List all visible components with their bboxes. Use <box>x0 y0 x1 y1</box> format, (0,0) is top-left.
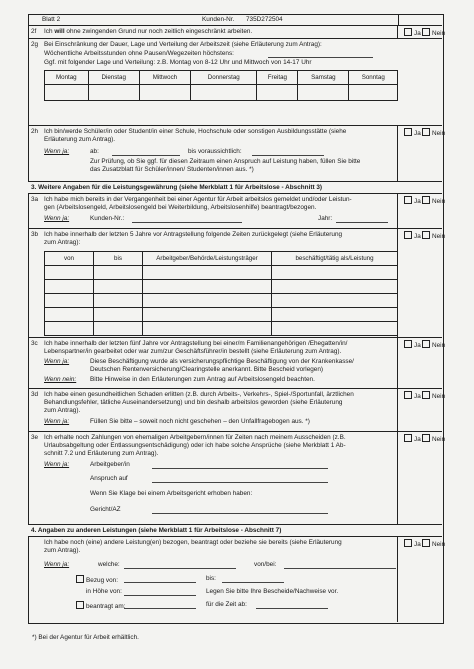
court-label: Wenn Sie Klage bei einem Arbeitsgericht erhoben haben: <box>90 490 253 497</box>
yes-checkbox[interactable]: Ja <box>404 434 421 444</box>
question-number: 2h <box>31 128 39 135</box>
day-cell[interactable] <box>349 85 398 101</box>
question-number: 3b <box>31 231 39 238</box>
note-text: Zur Prüfung, ob Sie ggf. für diesen Zeitraum einen Anspruch auf Leistung haben, füllen Sie bitte <box>90 158 361 165</box>
section-3-header <box>28 182 442 194</box>
note-text: Diese Beschäftigung wurde als versicherungspflichtige Beschäftigung von der Krankenkasse/ <box>90 358 354 365</box>
attach-note: Legen Sie bitte Ihre Bescheide/Nachweise vor. <box>206 588 339 595</box>
which-field[interactable] <box>124 568 236 569</box>
column-header: bis <box>94 252 143 266</box>
no-checkbox[interactable]: Nein <box>422 539 445 549</box>
yes-checkbox[interactable]: Ja <box>404 539 421 549</box>
question-3b <box>28 229 446 338</box>
note-text: Bitte Hinweise in den Erläuterungen zum Antrag auf Arbeitslosengeld beachten. <box>90 376 315 383</box>
yes-checkbox[interactable]: Ja <box>404 391 421 401</box>
year-field[interactable] <box>336 222 388 223</box>
amount-label: in Höhe von: <box>86 588 122 595</box>
question-text: Ich habe innerhalb der letzten fünf Jahre vor Antragstellung bei einer/m Familienangehörigen /Ehegatten/in/ <box>44 340 348 347</box>
for-period-field[interactable] <box>256 608 328 609</box>
day-cell[interactable] <box>45 85 89 101</box>
table-cell[interactable] <box>45 280 94 294</box>
until-field[interactable] <box>222 582 284 583</box>
table-cell[interactable] <box>272 322 398 336</box>
table-cell[interactable] <box>272 308 398 322</box>
question-2f <box>28 26 446 39</box>
if-yes-label: Wenn ja: <box>44 461 70 468</box>
day-cell[interactable] <box>257 85 298 101</box>
table-cell[interactable] <box>94 308 143 322</box>
question-number: 3a <box>31 196 39 203</box>
question-text: Erläuterung zum Antrag). <box>44 136 116 143</box>
from-date-field[interactable] <box>112 155 180 156</box>
footnote: *) Bei der Agentur für Arbeit erhältlich. <box>32 634 139 641</box>
day-cell[interactable] <box>191 85 257 101</box>
sheet-label: Blatt 2 <box>42 16 61 23</box>
section-4-body <box>28 537 446 622</box>
question-text: schnitt 7.2 und Erläuterung zum Antrag). <box>44 450 159 457</box>
question-text: Lebenspartner/in gearbeitet oder war zum/zur Geschäftsführer/in bestellt (siehe Erläuterung zum Antrag). <box>44 348 342 355</box>
applied-date-field[interactable] <box>124 608 196 609</box>
question-text: Behandlungsfehler, tätliche Auseinandersetzung) und bin deshalb arbeitslos geworden (siehe Erläuterung <box>44 399 343 406</box>
table-cell[interactable] <box>143 308 272 322</box>
if-yes-label: Wenn ja: <box>44 561 70 568</box>
weekday-table <box>44 70 398 101</box>
column-header: beschäftigt/tätig als/Leistung <box>272 252 398 266</box>
yes-checkbox[interactable]: Ja <box>404 340 421 350</box>
question-number: 3c <box>31 340 38 347</box>
yes-checkbox[interactable]: Ja <box>404 28 421 38</box>
day-header: Dienstag <box>88 71 139 85</box>
no-checkbox[interactable]: Nein <box>422 231 445 241</box>
day-header: Freitag <box>257 71 298 85</box>
table-cell[interactable] <box>45 266 94 280</box>
question-3e <box>28 432 446 525</box>
section-title: 3. Weitere Angaben für die Leistungsgewährung (siehe Merkblatt 1 für Arbeitslose - Abschnitt 3) <box>31 184 323 191</box>
question-text: Ich habe noch (eine) andere Leistung(en) bezogen, beantragt oder beziehe sie bereits (siehe Erläuterung <box>44 539 342 546</box>
claim-label: Anspruch auf <box>90 475 128 482</box>
day-header: Donnerstag <box>191 71 257 85</box>
form-header <box>28 14 442 26</box>
column-header: von <box>45 252 94 266</box>
table-cell[interactable] <box>272 294 398 308</box>
received-from-field[interactable] <box>124 582 196 583</box>
claim-field[interactable] <box>152 482 328 483</box>
if-yes-label: Wenn ja: <box>44 358 70 365</box>
table-cell[interactable] <box>272 280 398 294</box>
question-2g <box>28 39 442 126</box>
table-cell[interactable] <box>94 322 143 336</box>
table-cell[interactable] <box>272 266 398 280</box>
table-cell[interactable] <box>94 266 143 280</box>
from-by-label: von/bei: <box>254 561 277 568</box>
hours-field[interactable] <box>268 57 373 58</box>
question-number: 2g <box>31 41 39 48</box>
section-4-header <box>28 525 442 537</box>
question-text: zum Antrag). <box>44 547 81 554</box>
question-number: 2f <box>31 28 37 35</box>
if-no-label: Wenn nein: <box>44 376 77 383</box>
for-period-label: für die Zeit ab: <box>206 601 247 608</box>
form-page <box>28 14 444 654</box>
section-title: 4. Angaben zu anderen Leistungen (siehe Merkblatt 1 für Arbeitslose - Abschnitt 7) <box>31 527 282 534</box>
question-text: Ich will ohne zwingenden Grund nur noch zeitlich eingeschränkt arbeiten. <box>44 28 253 35</box>
day-cell[interactable] <box>88 85 139 101</box>
question-3c <box>28 338 446 389</box>
day-cell[interactable] <box>139 85 190 101</box>
employer-field[interactable] <box>152 468 328 469</box>
day-header: Mittwoch <box>139 71 190 85</box>
amount-field[interactable] <box>124 595 196 596</box>
no-checkbox[interactable]: Nein <box>422 340 445 350</box>
note-text: Deutschen Rentenversicherung/Clearingstelle anerkannt. Bitte Bescheid vorlegen) <box>90 366 324 373</box>
no-checkbox[interactable]: Nein <box>422 391 445 401</box>
no-checkbox[interactable]: Nein <box>422 196 445 206</box>
no-checkbox[interactable]: Nein <box>422 434 445 444</box>
from-by-field[interactable] <box>284 568 396 569</box>
table-cell[interactable] <box>94 294 143 308</box>
day-header: Samstag <box>298 71 349 85</box>
distribution-label: Ggf. mit folgender Lage und Verteilung: z.B. Montag von 8-12 Uhr und Mittwoch von 14-17 Uhr <box>44 59 312 66</box>
question-text: zum Antrag). <box>44 407 81 414</box>
question-text: Urlaubsabgeltung oder Entlassungsentschädigung) oder ich habe solche Ansprüche (siehe Merkblatt 1 Ab- <box>44 442 346 449</box>
question-text: Ich bin/werde Schüler/in oder Student/in einer Schule, Hochschule oder sonstigen Ausbildungsstätte (siehe <box>44 128 347 135</box>
question-3d <box>28 389 446 432</box>
no-checkbox[interactable]: Nein <box>422 128 445 138</box>
question-text: Ich erhalte noch Zahlungen von ehemaligen Arbeitgebern/innen für Zeiten nach meinem Ausscheiden (z.B. <box>44 434 346 441</box>
question-text: Ich habe mich bereits in der Vergangenheit bei einer Agentur für Arbeit arbeitslos gemeldet und/oder Leistun- <box>44 196 352 203</box>
court-az-field[interactable] <box>152 513 328 514</box>
question-number: 3d <box>31 391 39 398</box>
yes-checkbox[interactable]: Ja <box>404 196 421 206</box>
day-header: Montag <box>45 71 89 85</box>
customer-no-label: Kunden-Nr.: <box>90 215 125 222</box>
question-3a <box>28 194 446 229</box>
yes-checkbox[interactable]: Ja <box>404 231 421 241</box>
until-date-field[interactable] <box>252 155 324 156</box>
if-yes-label: Wenn ja: <box>44 418 70 425</box>
customer-no-field[interactable] <box>132 222 242 223</box>
day-header: Sonntag <box>349 71 398 85</box>
if-yes-label: Wenn ja: <box>44 148 70 155</box>
received-checkbox[interactable]: Bezug von: <box>76 575 118 585</box>
table-cell[interactable] <box>143 322 272 336</box>
table-cell[interactable] <box>143 294 272 308</box>
until-label: bis: <box>206 575 216 582</box>
employer-label: Arbeitgeber/in <box>90 461 130 468</box>
from-label: ab: <box>90 148 99 155</box>
table-cell[interactable] <box>45 308 94 322</box>
yes-checkbox[interactable]: Ja <box>404 128 421 138</box>
question-text: Ich habe innerhalb der letzten 5 Jahre vor Antragstellung folgende Zeiten zurückgelegt (siehe Erläuterung <box>44 231 343 238</box>
column-header: Arbeitgeber/Behörde/Leistungsträger <box>143 252 272 266</box>
question-2h <box>28 126 446 182</box>
table-cell[interactable] <box>94 280 143 294</box>
question-text: Bei Einschränkung der Dauer, Lage und Verteilung der Arbeitszeit (siehe Erläuterung zum Antrag): <box>44 41 322 48</box>
question-text: gen (Arbeitslosengeld, Arbeitslosengeld bei Weiterbildung, Arbeitslosenhilfe) beantragt/bezogen. <box>44 204 317 211</box>
table-cell[interactable] <box>143 266 272 280</box>
question-text: zum Antrag): <box>44 239 81 246</box>
year-label: Jahr: <box>318 215 333 222</box>
question-number: 3e <box>31 434 39 441</box>
which-label: welche: <box>98 561 120 568</box>
no-checkbox[interactable]: Nein <box>422 28 445 38</box>
table-cell[interactable] <box>45 294 94 308</box>
customer-number: 735D272504 <box>246 16 283 23</box>
question-text: Ich habe einen gesundheitlichen Schaden erlitten (z.B. durch Arbeits-, Verkehrs-, Spiel-/Sportunfall, ärztlichen <box>44 391 354 398</box>
periods-table <box>44 251 398 336</box>
applied-checkbox[interactable]: beantragt am: <box>76 601 125 611</box>
table-cell[interactable] <box>143 280 272 294</box>
note-text: Füllen Sie bitte – soweit noch nicht geschehen – den Unfallfragebogen aus. *) <box>90 418 310 425</box>
court-az-label: Gericht/AZ <box>90 506 121 513</box>
day-cell[interactable] <box>298 85 349 101</box>
until-label: bis voraussichtlich: <box>188 148 242 155</box>
hours-label: Wöchentliche Arbeitsstunden ohne Pausen/Wegezeiten höchstens: <box>44 50 234 57</box>
if-yes-label: Wenn ja: <box>44 215 70 222</box>
table-cell[interactable] <box>45 322 94 336</box>
note-text: das Zusatzblatt für Schüler/innen/ Studenten/innen aus. *) <box>90 166 254 173</box>
customer-number-label: Kunden-Nr. <box>202 16 235 23</box>
